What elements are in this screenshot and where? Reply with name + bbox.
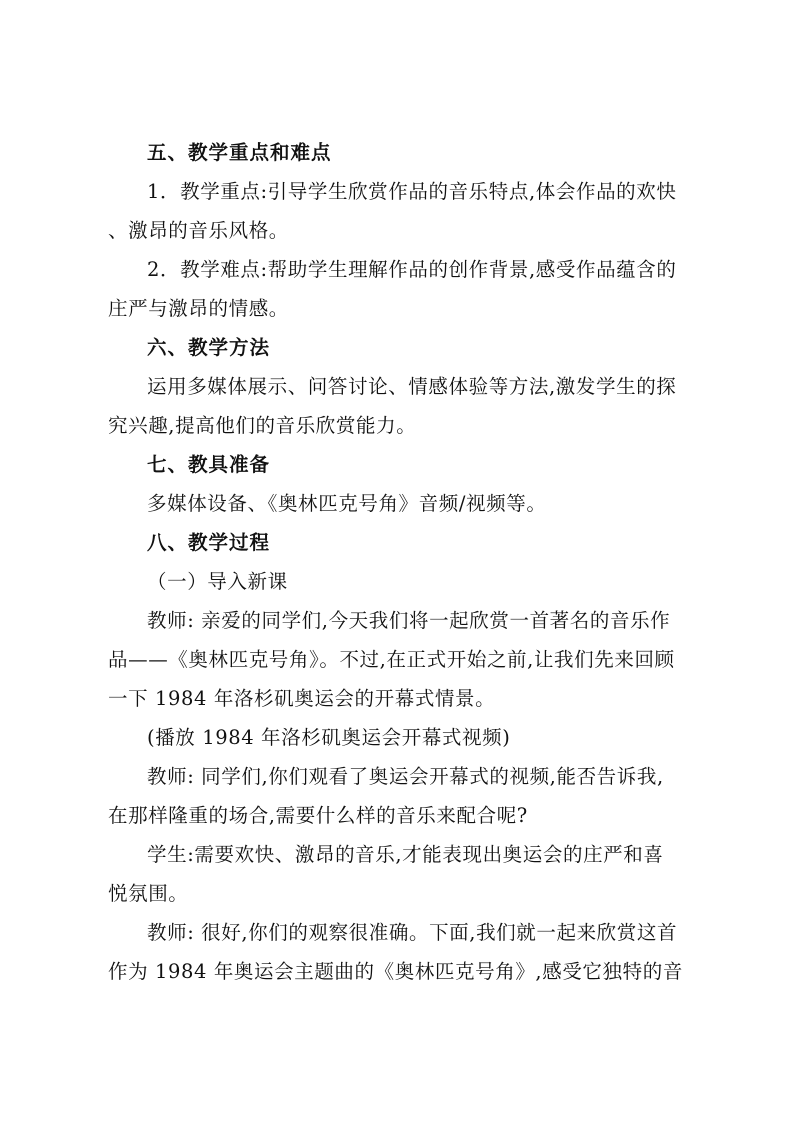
section-heading-process: 八、教学过程 bbox=[147, 531, 271, 554]
teacher-paragraph-3-line-2: 作为 1984 年奥运会主题曲的《奥林匹克号角》,感受它独特的音 bbox=[108, 960, 683, 983]
key-point-1-line-1: 1．教学重点:引导学生欣赏作品的音乐特点,体会作品的欢快 bbox=[147, 180, 677, 203]
section-heading-materials: 七、教具准备 bbox=[147, 453, 271, 476]
section-heading-key-points: 五、教学重点和难点 bbox=[147, 141, 332, 164]
student-paragraph-line-2: 悦氛围。 bbox=[108, 882, 189, 905]
teacher-paragraph-1-line-1: 教师: 亲爱的同学们,今天我们将一起欣赏一首著名的音乐作 bbox=[147, 609, 671, 632]
document-page bbox=[108, 133, 698, 991]
teacher-paragraph-2-line-1: 教师: 同学们,你们观看了奥运会开幕式的视频,能否告诉我, bbox=[147, 765, 664, 788]
teacher-paragraph-2-line-2: 在那样隆重的场合,需要什么样的音乐来配合呢? bbox=[108, 804, 528, 827]
methods-line-2: 究兴趣,提高他们的音乐欣赏能力。 bbox=[108, 414, 417, 437]
teacher-paragraph-3-line-1: 教师: 很好,你们的观察很准确。下面,我们就一起来欣赏这首 bbox=[147, 921, 678, 944]
difficult-point-line-1: 2．教学难点:帮助学生理解作品的创作背景,感受作品蕴含的 bbox=[147, 258, 677, 281]
section-heading-methods: 六、教学方法 bbox=[147, 336, 271, 359]
teacher-paragraph-1-line-3: 一下 1984 年洛杉矶奥运会的开幕式情景。 bbox=[108, 687, 496, 710]
difficult-point-line-2: 庄严与激昂的情感。 bbox=[108, 297, 289, 320]
key-point-1-line-2: 、激昂的音乐风格。 bbox=[108, 219, 289, 242]
stage-direction-video: (播放 1984 年洛杉矶奥运会开幕式视频) bbox=[147, 726, 511, 749]
methods-line-1: 运用多媒体展示、问答讨论、情感体验等方法,激发学生的探 bbox=[147, 375, 677, 398]
subsection-introduction: （一）导入新课 bbox=[147, 570, 288, 593]
teacher-paragraph-1-line-2: 品——《奥林匹克号角》。不过,在正式开始之前,让我们先来回顾 bbox=[108, 648, 675, 671]
materials-line-1: 多媒体设备、《奥林匹克号角》音频/视频等。 bbox=[147, 492, 547, 515]
student-paragraph-line-1: 学生:需要欢快、激昂的音乐,才能表现出奥运会的庄严和喜 bbox=[147, 843, 664, 866]
